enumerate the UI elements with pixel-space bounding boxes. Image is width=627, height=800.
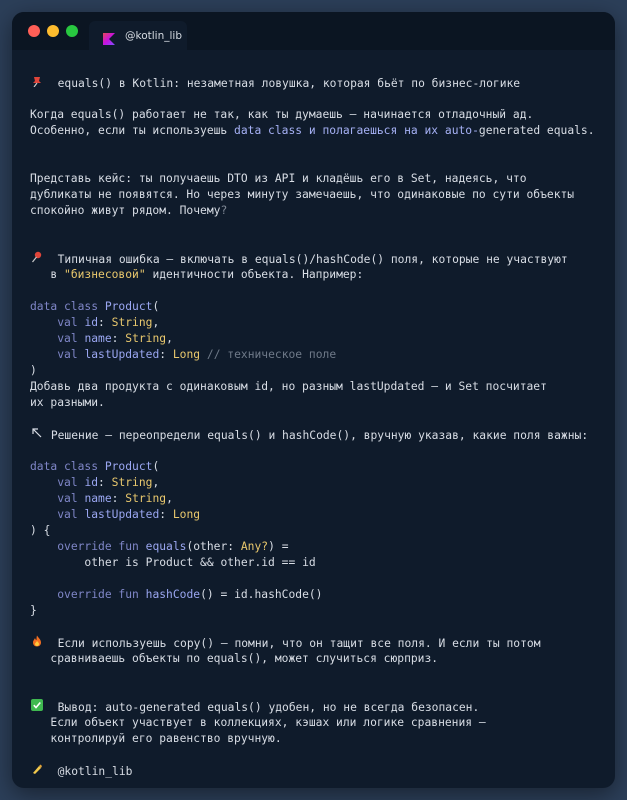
code1-line-2: val id: String, <box>57 316 160 329</box>
code1-line-3: val name: String, <box>57 332 173 345</box>
paragraph-4-line-2: их разными. <box>30 396 105 409</box>
paragraph-1-line-1: Когда equals() работает не так, как ты думаешь — начинается отладочный ад. <box>30 108 534 121</box>
paragraph-2-line-1: Представь кейс: ты получаешь DTO из API и кладёшь его в Set, надеясь, что <box>30 172 527 185</box>
code2-line-7: other is Product && other.id == id <box>84 556 316 569</box>
headline-line <box>30 75 520 92</box>
arrow-up-left-icon <box>30 427 44 444</box>
code2-line-9: } <box>30 604 37 617</box>
code1-line-1: data class Product( <box>30 300 160 313</box>
paragraph-7-line-3: контролируй его равенство вручную. <box>50 732 282 745</box>
paragraph-7-line-2: Если объект участвует в коллекциях, кэшах или логике сравнения — <box>50 716 486 729</box>
title-bar <box>12 12 615 50</box>
paragraph-6-line-2: сравниваешь объекты по equals(), может случиться сюрприз. <box>50 652 439 665</box>
paragraph-2-line-3: спокойно живут рядом. Почему? <box>30 204 228 217</box>
code1-line-5: ) <box>30 364 37 377</box>
code2-line-2: val id: String, <box>57 476 160 489</box>
code2-line-8: override fun hashCode() = id.hashCode() <box>57 588 323 601</box>
paragraph-6-line-1: Если используешь copy() — помни, что он тащит все поля. И если ты потом <box>30 635 541 652</box>
code2-line-5: ) { <box>30 524 51 537</box>
paragraph-3-line-1: Типичная ошибка — включать в equals()/hashCode() поля, которые не участвуют <box>30 251 568 268</box>
paragraph-2-line-2: дубликаты не появятся. Но через минуту замечаешь, что одинаковые по сути объекты <box>30 188 575 201</box>
paragraph-1-line-2: Особенно, если ты используешь data class и полагаешься на их auto-generated equals. <box>30 124 595 137</box>
paragraph-5-line: Решение — переопредели equals() и hashCode(), вручную указав, какие поля важны: <box>30 427 588 444</box>
code2-line-6: override fun equals(other: Any?) = <box>57 540 289 553</box>
maximize-window-button[interactable] <box>66 25 78 37</box>
pushpin-icon <box>30 251 44 268</box>
code1-line-4: val lastUpdated: Long // техническое поле <box>57 348 337 361</box>
paragraph-4-line-1: Добавь два продукта с одинаковым id, но разным lastUpdated — и Set посчитает <box>30 380 547 393</box>
signature-text: @kotlin_lib <box>57 765 133 778</box>
headline-text: equals() в Kotlin: незаметная ловушка, которая бьёт по бизнес-логике <box>57 77 521 90</box>
fire-icon <box>30 635 44 652</box>
kotlin-logo-icon <box>103 30 115 42</box>
minimize-window-button[interactable] <box>47 25 59 37</box>
code2-line-1: data class Product( <box>30 460 160 473</box>
code2-line-4: val lastUpdated: Long <box>57 508 201 521</box>
close-window-button[interactable] <box>28 25 40 37</box>
signature-line <box>30 763 132 780</box>
tab-kotlin-lib[interactable] <box>89 21 187 50</box>
editor-window <box>12 12 615 788</box>
writing-hand-icon <box>30 763 44 780</box>
paragraph-3-line-2: в "бизнесовой" идентичности объекта. Например: <box>50 268 364 281</box>
check-mark-icon <box>30 699 44 716</box>
paragraph-7-line-1: Вывод: auto-generated equals() удобен, но не всегда безопасен. <box>30 699 479 716</box>
code2-line-3: val name: String, <box>57 492 173 505</box>
pushpin-red-icon <box>30 75 44 92</box>
tab-label: @kotlin_lib <box>125 29 182 42</box>
